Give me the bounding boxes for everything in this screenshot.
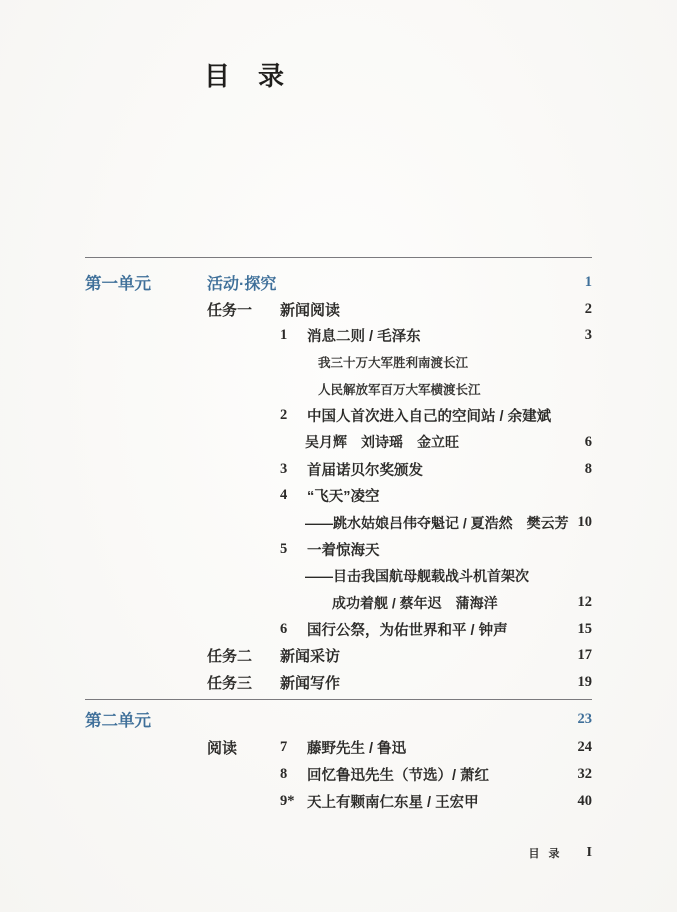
item4-number: 4 [280, 487, 288, 504]
item1-title: 消息二则 / 毛泽东 [307, 329, 421, 346]
toc-row-item3 [85, 456, 592, 483]
item9-number: 9* [280, 793, 295, 809]
item3-title: 首届诺贝尔奖颁发 [307, 462, 423, 479]
toc-row-item5 [85, 536, 592, 563]
section-divider-middle [85, 699, 592, 700]
toc-row-item8 [85, 761, 592, 788]
toc-row-item5-subtitle [85, 563, 592, 590]
toc-row-item2-authors [85, 429, 592, 456]
task3-name: 新闻写作 [280, 675, 341, 693]
unit2-page: 23 [577, 710, 592, 727]
unit2-label: 第二单元 [85, 712, 151, 730]
item8-page: 32 [577, 766, 592, 782]
item5-subtitle-line1: ——目击我国航母舰载战斗机首架次 [305, 567, 529, 584]
item5-title: 一着惊海天 [307, 542, 380, 559]
footer-label: 目 录 [528, 848, 563, 860]
item1-page: 3 [584, 327, 592, 344]
item6-title: 国行公祭，为佑世界和平 / 钟声 [307, 622, 508, 639]
task2-label: 任务二 [207, 648, 253, 666]
toc-row-task2 [85, 643, 592, 670]
toc-row-unit1-heading [85, 269, 592, 296]
item9-page: 40 [577, 793, 592, 809]
item3-number: 3 [280, 460, 288, 477]
item8-number: 8 [280, 766, 288, 782]
item5-page: 12 [577, 594, 592, 611]
item1-subtitle-2: 人民解放军百万大军横渡长江 [318, 383, 481, 398]
unit1-heading-page: 1 [584, 273, 592, 290]
toc-row-item6 [85, 616, 592, 643]
item2-title: 中国人首次进入自己的空间站 / 余建斌 [307, 409, 552, 426]
task3-label: 任务三 [207, 675, 253, 693]
item1-number: 1 [280, 327, 288, 344]
task1-page: 2 [584, 300, 592, 317]
toc-row-item4-subtitle [85, 509, 592, 536]
page-title: 目 录 [204, 61, 286, 91]
item2-page: 6 [584, 433, 592, 450]
task2-name: 新闻采访 [280, 648, 341, 666]
reading-section-label: 阅读 [207, 740, 238, 757]
item9-title: 天上有颗南仁东星 / 王宏甲 [307, 795, 479, 811]
task3-page: 19 [577, 674, 592, 691]
item2-authors: 吴月辉 刘诗瑶 金立旺 [305, 434, 459, 451]
item7-number: 7 [280, 739, 288, 755]
unit1-heading: 活动·探究 [207, 275, 277, 293]
task2-page: 17 [577, 647, 592, 664]
item1-subtitle-1: 我三十万大军胜利南渡长江 [318, 356, 469, 371]
toc-row-task1 [85, 296, 592, 323]
item7-title: 藤野先生 / 鲁迅 [307, 741, 407, 757]
item4-title: “飞天”凌空 [307, 489, 380, 506]
item2-number: 2 [280, 407, 288, 424]
toc-row-item5-subtitle2 [85, 589, 592, 616]
item6-number: 6 [280, 620, 288, 637]
item6-page: 15 [577, 620, 592, 637]
unit1-section [85, 269, 592, 696]
toc-row-item4 [85, 483, 592, 510]
item7-page: 24 [577, 739, 592, 755]
item4-page: 10 [577, 514, 592, 531]
section-divider-top [85, 257, 592, 258]
toc-row-unit2-heading [85, 704, 592, 734]
item3-page: 8 [584, 460, 592, 477]
item4-subtitle: ——跳水姑娘吕伟夺魁记 / 夏浩然 樊云芳 [305, 514, 569, 531]
toc-row-item1 [85, 322, 592, 349]
toc-row-task3 [85, 669, 592, 696]
task1-name: 新闻阅读 [280, 301, 341, 319]
item5-number: 5 [280, 540, 288, 557]
unit1-label: 第一单元 [85, 275, 151, 294]
page-footer [85, 845, 592, 861]
footer-page-number: I [586, 845, 592, 860]
toc-row-item7 [85, 734, 592, 761]
item5-subtitle-line2: 成功着舰 / 蔡年迟 蒲海洋 [332, 594, 498, 611]
unit2-section [85, 704, 592, 815]
task1-label: 任务一 [207, 301, 253, 319]
toc-row-item1-sub1 [85, 349, 592, 376]
toc-row-item9 [85, 788, 592, 815]
item8-title: 回忆鲁迅先生（节选）/ 萧红 [307, 768, 490, 784]
toc-row-item1-sub2 [85, 376, 592, 403]
toc-row-item2 [85, 402, 592, 429]
